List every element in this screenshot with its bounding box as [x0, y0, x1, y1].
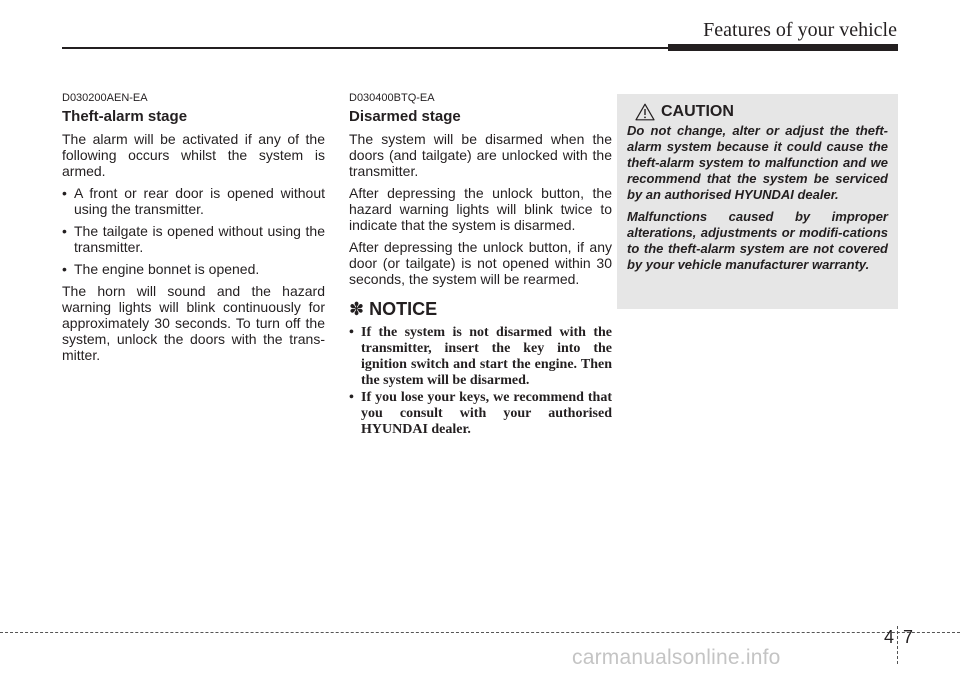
caution-title: CAUTION — [661, 103, 734, 120]
body-paragraph: After depressing the unlock button, the hazard warning lights will blink twice to indicate that the system is disarmed. — [349, 185, 612, 233]
caution-header — [627, 103, 888, 121]
list-item: • If you lose your keys, we recommend that you consult with your authorised HYUNDAI dealer. — [349, 390, 612, 438]
bullet-list — [62, 185, 325, 277]
caution-paragraph: Malfunctions caused by improper alterations, adjustments or modifi-cations to the theft-alarm system are not covered by your vehicle manufacturer warranty. — [627, 209, 888, 272]
body-paragraph: After depressing the unlock button, if any door (or tailgate) is not opened within 30 seconds, the system will be rearmed. — [349, 239, 612, 287]
warning-triangle-icon — [635, 103, 655, 121]
section-heading: Disarmed stage — [349, 108, 461, 125]
caution-box — [617, 94, 898, 309]
caution-paragraph: Do not change, alter or adjust the theft-alarm system because it could cause the theft-alarm system to malfunction and we recommend that the system be serviced by an authorised HYUNDAI dealer. — [627, 123, 888, 202]
header-accent-bar — [668, 44, 898, 51]
middle-column — [349, 92, 612, 439]
page-number: 7 — [903, 627, 914, 647]
list-item: • The engine bonnet is opened. — [62, 261, 325, 277]
chapter-number: 4 — [884, 627, 895, 647]
section-heading: Theft-alarm stage — [62, 108, 188, 125]
section-code: D030400BTQ-EA — [349, 92, 435, 104]
body-paragraph: The system will be disarmed when the doors (and tailgate) are unlocked with the transmitter. — [349, 131, 612, 179]
watermark: carmanualsonline.info — [572, 646, 781, 669]
intro-paragraph: The alarm will be activated if any of the following occurs whilst the system is armed. — [62, 131, 325, 179]
left-column — [62, 92, 325, 369]
footer-rule — [0, 632, 960, 633]
outro-paragraph: The horn will sound and the hazard warning lights will blink continuously for approximately 30 seconds. To turn off the system, unlock the doors with the trans-mitter. — [62, 283, 325, 363]
section-code: D030200AEN-EA — [62, 92, 148, 104]
list-item: • If the system is not disarmed with the transmitter, insert the key into the ignition switch and start the engine. Then the system will be disarmed. — [349, 325, 612, 389]
page-number-separator — [897, 626, 898, 664]
page-header-title: Features of your vehicle — [703, 19, 897, 41]
notice-title: ✽ NOTICE — [349, 299, 438, 319]
list-item: • The tailgate is opened without using the transmitter. — [62, 223, 325, 255]
list-item: • A front or rear door is opened without using the transmitter. — [62, 185, 325, 217]
notice-list — [349, 325, 612, 438]
